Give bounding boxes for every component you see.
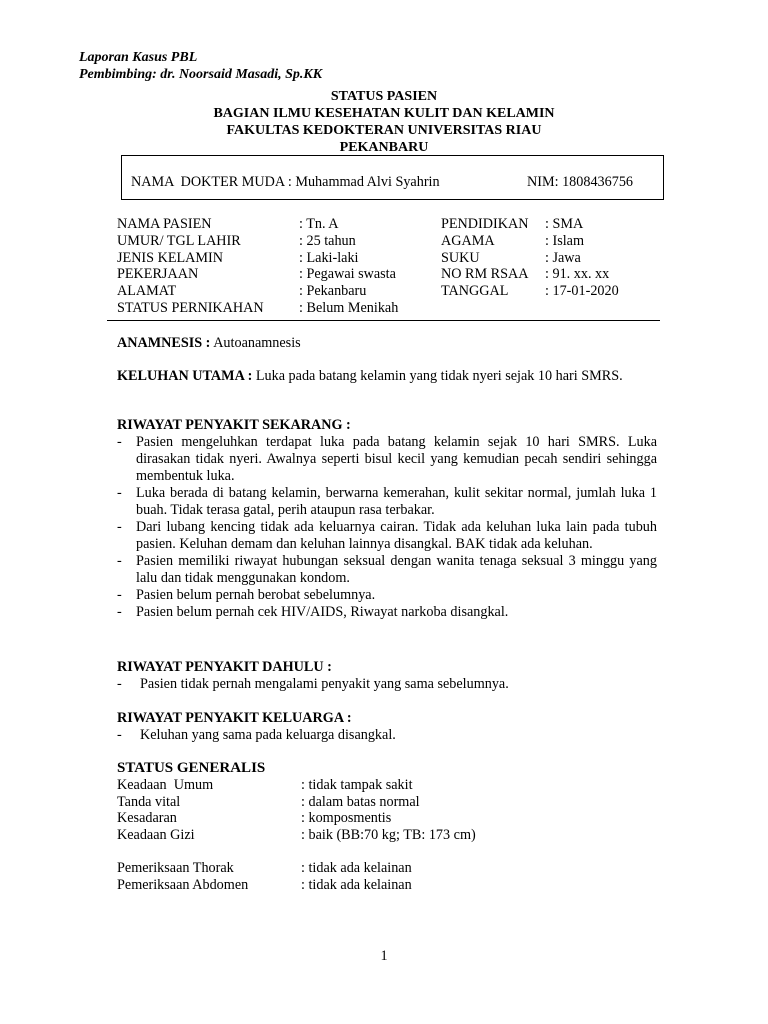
list-item: - Dari lubang kencing tidak ada keluarnya cairan. Tidak ada keluhan luka lain pada tubuh pasien. Keluhan demam dan keluhan lainnya disangkal. BAK tidak ada keluhan. xyxy=(117,519,657,552)
field-value: : Islam xyxy=(545,232,585,249)
field-label: NAMA PASIEN xyxy=(117,216,212,232)
anamnesis-line xyxy=(117,335,657,352)
field-value: : Jawa xyxy=(545,249,581,266)
field-value: : 25 tahun xyxy=(299,232,356,249)
field-label: AGAMA xyxy=(441,232,495,249)
exam-row: Pemeriksaan Thorak : tidak ada kelainan xyxy=(117,860,412,877)
general-status-heading: STATUS GENERALIS xyxy=(117,760,266,776)
field-value: : SMA xyxy=(545,216,584,232)
chief-complaint-label: KELUHAN UTAMA : xyxy=(117,368,253,384)
field-label: SUKU xyxy=(441,249,480,266)
title-department: BAGIAN ILMU KESEHATAN KULIT DAN KELAMIN xyxy=(213,106,555,121)
field-label: UMUR/ TGL LAHIR xyxy=(117,232,241,249)
field-label: JENIS KELAMIN xyxy=(117,249,224,266)
field-value: : 17-01-2020 xyxy=(545,283,619,300)
patient-row xyxy=(0,300,768,317)
past-illness-section xyxy=(117,659,657,693)
list-item: - Pasien belum pernah cek HIV/AIDS, Riwayat narkoba disangkal. xyxy=(117,604,509,620)
general-status-row: Tanda vital : dalam batas normal xyxy=(117,793,420,810)
chief-complaint-value: Luka pada batang kelamin yang tidak nyeri sejak 10 hari SMRS. xyxy=(255,368,623,384)
general-status-row: Keadaan Gizi : baik (BB:70 kg; TB: 173 cm) xyxy=(117,826,476,843)
anamnesis-value: Autoanamnesis xyxy=(213,335,301,351)
general-status-section xyxy=(117,760,657,894)
family-history-section xyxy=(117,710,657,744)
list-item: - Pasien memiliki riwayat hubungan seksual dengan wanita tenaga seksual 3 minggu yang lalu dan tidak menggunakan kondom. xyxy=(117,553,657,586)
exam-row: Pemeriksaan Abdomen : tidak ada kelainan xyxy=(117,876,412,893)
chief-complaint xyxy=(117,368,657,385)
patient-row xyxy=(0,250,768,267)
patient-row xyxy=(0,266,768,283)
field-value: : 91. xx. xx xyxy=(545,266,610,283)
present-illness-heading: RIWAYAT PENYAKIT SEKARANG : xyxy=(117,417,351,433)
patient-row xyxy=(0,283,768,300)
list-item: - Keluhan yang sama pada keluarga disangkal. xyxy=(117,727,396,743)
field-value: : Pekanbaru xyxy=(299,283,367,300)
title-status-pasien: STATUS PASIEN xyxy=(330,89,438,104)
general-status-row: Kesadaran : komposmentis xyxy=(117,810,392,827)
section-divider xyxy=(107,320,660,321)
field-label: TANGGAL xyxy=(441,283,509,300)
field-value: : Pegawai swasta xyxy=(299,266,396,283)
doctor-nim: NIM: 1808436756 xyxy=(527,174,634,190)
field-label: PENDIDIKAN xyxy=(441,216,529,232)
doctor-info-box xyxy=(121,155,664,200)
list-item: - Luka berada di batang kelamin, berwarna kemerahan, kulit sekitar normal, jumlah luka 1 buah. Tidak terasa gatal, perih ataupun rasa terbakar. xyxy=(117,485,657,518)
field-value: : Laki-laki xyxy=(299,249,359,266)
supervisor-line: Pembimbing: dr. Noorsaid Masadi, Sp.KK xyxy=(79,67,323,82)
field-label: STATUS PERNIKAHAN xyxy=(117,299,264,316)
field-label: ALAMAT xyxy=(117,283,177,300)
patient-row xyxy=(0,233,768,250)
family-history-heading: RIWAYAT PENYAKIT KELUARGA : xyxy=(117,710,352,726)
patient-row xyxy=(0,216,768,233)
past-illness-heading: RIWAYAT PENYAKIT DAHULU : xyxy=(117,659,332,675)
field-label: PEKERJAAN xyxy=(117,266,199,283)
field-value: : Tn. A xyxy=(299,216,339,232)
present-illness-section xyxy=(117,417,657,621)
doctor-name: NAMA DOKTER MUDA : Muhammad Alvi Syahrin xyxy=(131,174,440,190)
list-item: - Pasien belum pernah berobat sebelumnya. xyxy=(117,587,376,603)
list-item: - Pasien mengeluhkan terdapat luka pada batang kelamin sejak 10 hari SMRS. Luka dirasakan tidak nyeri. Awalnya seperti bisul kecil yang kemudian pecah sendiri sehingga membentuk luka. xyxy=(117,434,657,484)
list-item: - Pasien tidak pernah mengalami penyakit yang sama sebelumnya. xyxy=(117,676,509,692)
general-status-row: Keadaan Umum : tidak tampak sakit xyxy=(117,777,413,793)
anamnesis-label: ANAMNESIS : xyxy=(117,335,211,351)
title-city: PEKANBARU xyxy=(339,140,429,155)
report-header xyxy=(79,49,322,83)
page-number: 1 xyxy=(380,948,388,964)
field-label: NO RM RSAA xyxy=(441,266,529,283)
patient-identity-table xyxy=(0,216,768,317)
field-value: : Belum Menikah xyxy=(299,299,399,316)
title-faculty: FAKULTAS KEDOKTERAN UNIVERSITAS RIAU xyxy=(226,123,542,138)
report-type: Laporan Kasus PBL xyxy=(79,50,198,65)
